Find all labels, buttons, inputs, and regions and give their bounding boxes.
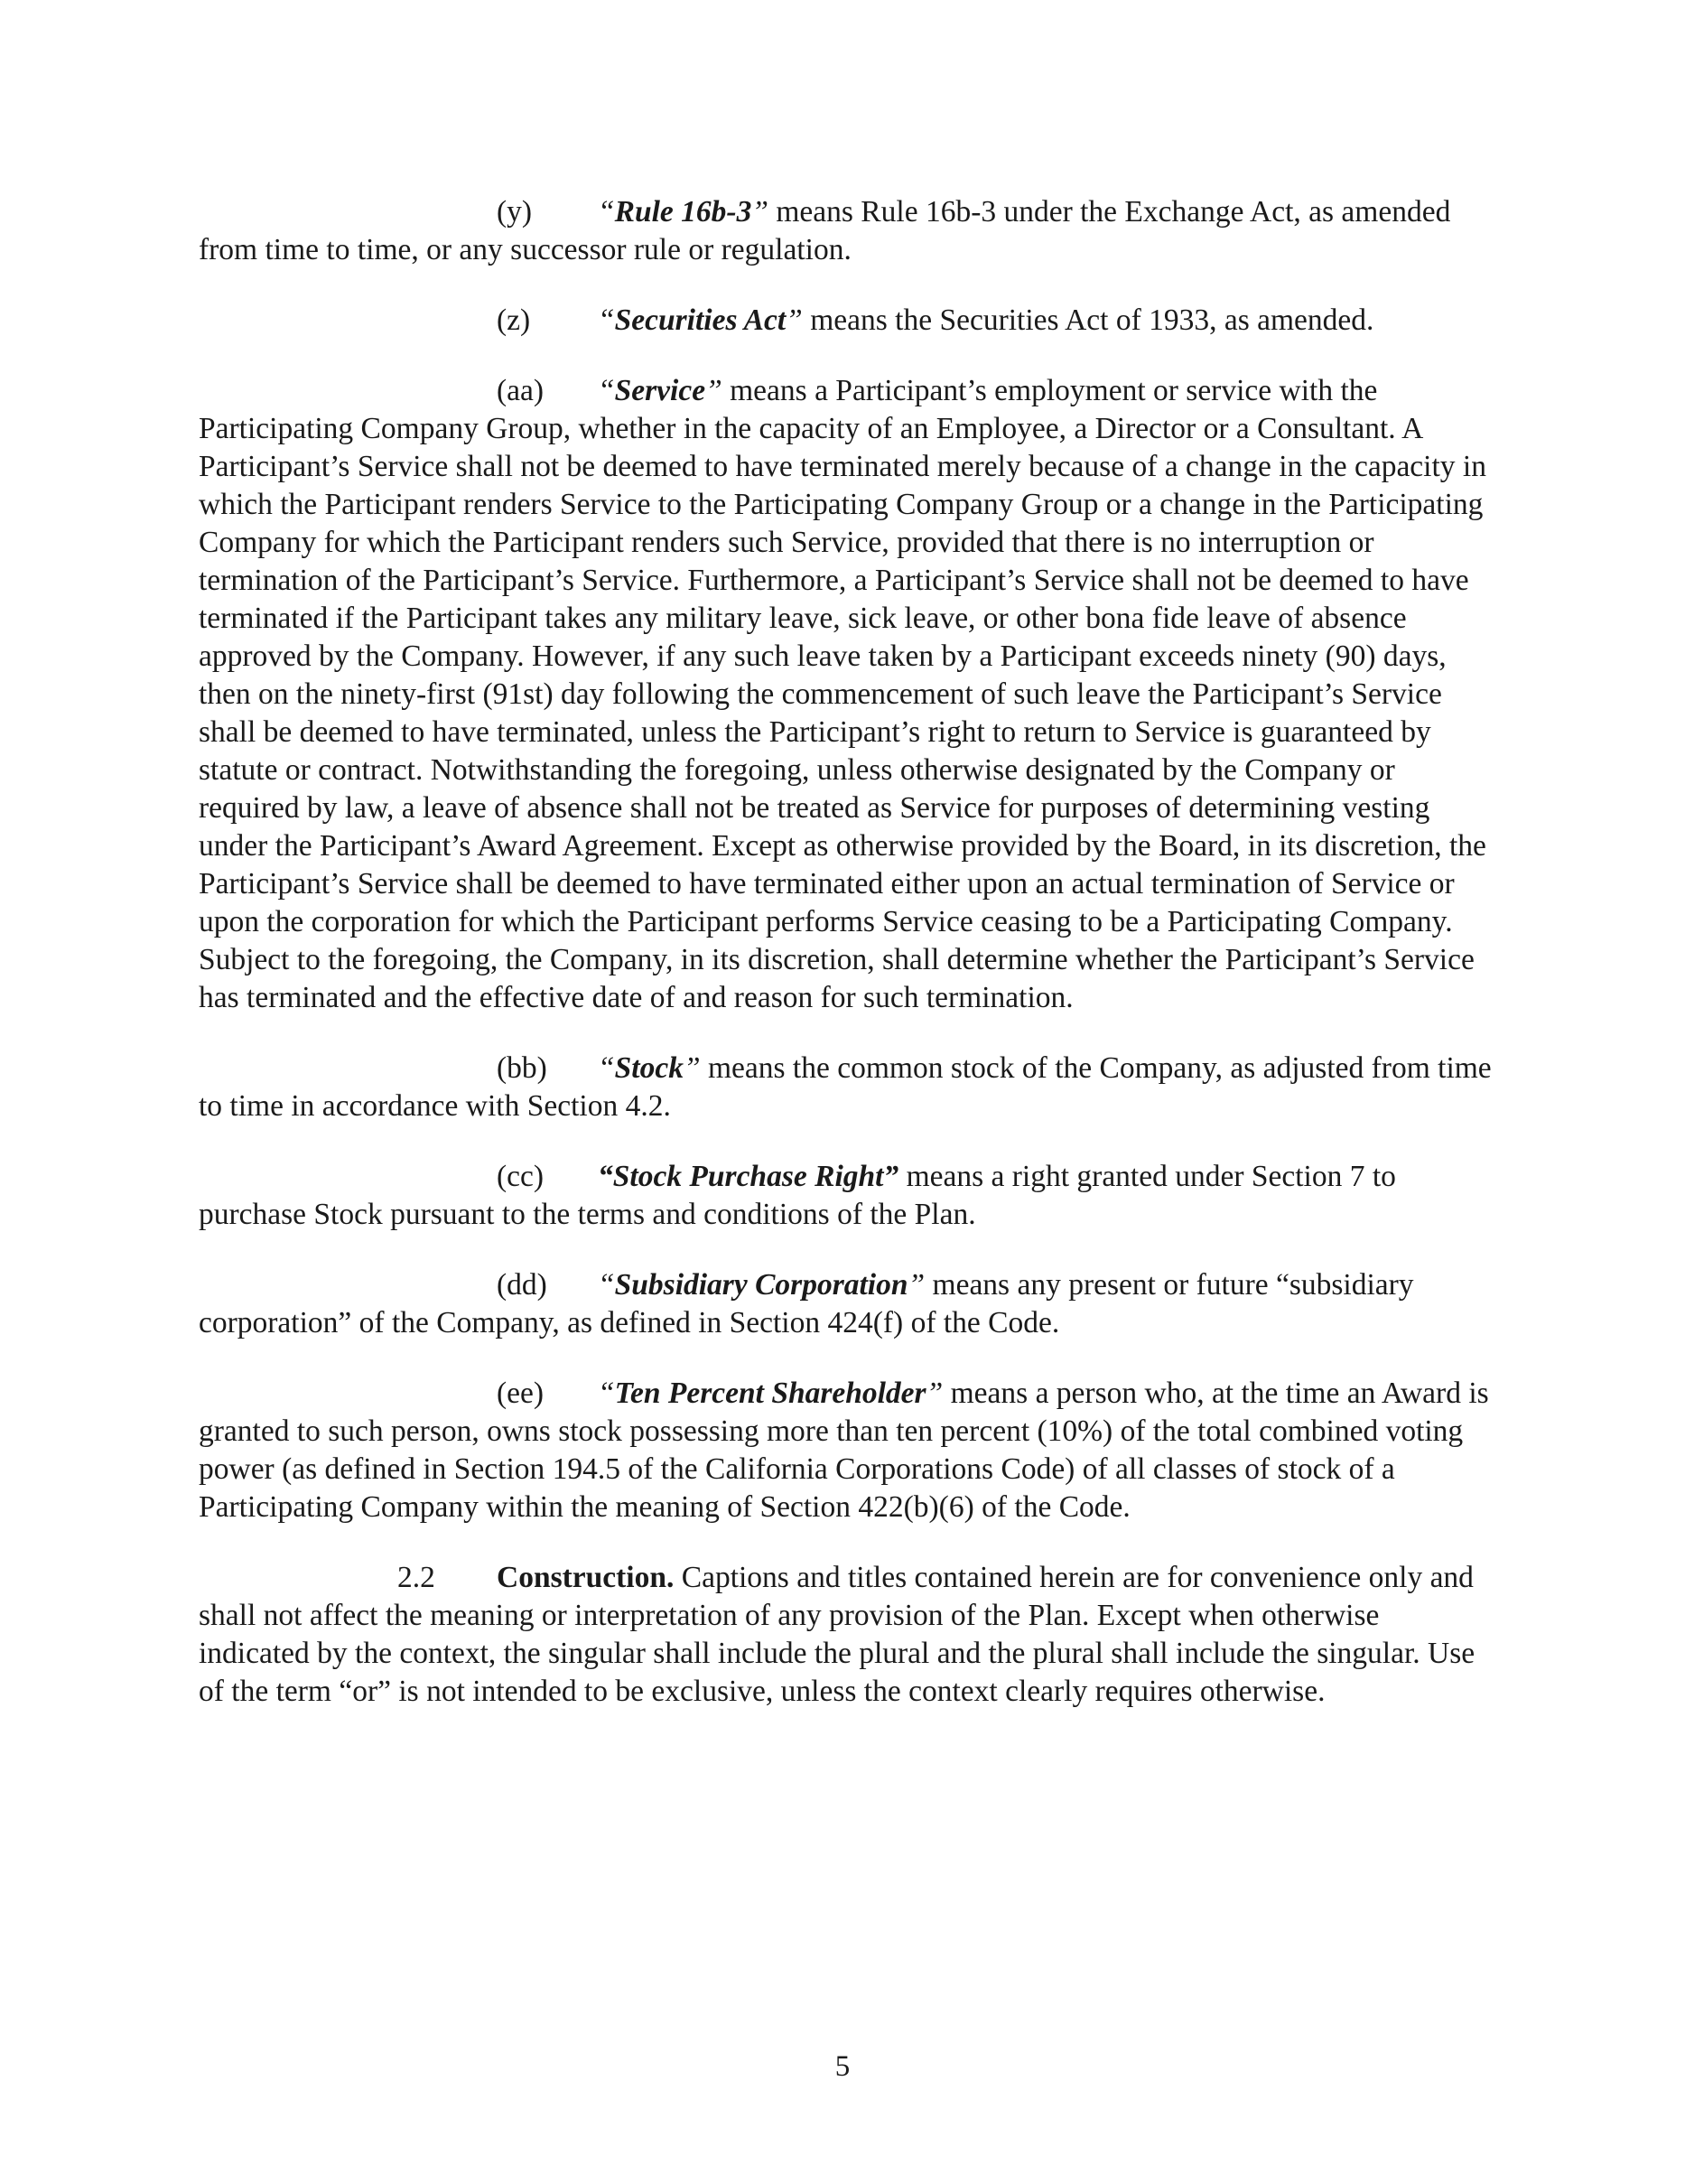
close-quote: ” <box>786 303 803 337</box>
section-heading: Construction. <box>497 1561 675 1594</box>
section-2-2 <box>199 1559 1492 1711</box>
clause-number: (bb) <box>497 1051 547 1085</box>
defined-term: Subsidiary Corporation <box>614 1268 908 1302</box>
definition-text: means a Participant’s employment or service with the Participating Company Group, whether in the capacity of an Employee, a Director or a Consultant. A Participant’s Service shall not be deemed to have terminated merely because of a change in the capacity in which the Participant renders Service to the Participating Company Group or a change in the Participating Company for which the Participant renders such Service, provided that there is no interruption or termination of the Participant’s Service. Furthermore, a Participant’s Service shall not be deemed to have terminated if the Participant takes any military leave, sick leave, or other bona fide leave of absence approved by the Company. However, if any such leave taken by a Participant exceeds ninety (90) days, then on the ninety-first (91st) day following the commencement of such leave the Participant’s Service shall be deemed to have terminated, unless the Participant’s right to return to Service is guaranteed by statute or contract. Notwithstanding the foregoing, unless otherwise designated by the Company or required by law, a leave of absence shall not be treated as Service for purposes of determining vesting under the Participant’s Award Agreement. Except as otherwise provided by the Board, in its discretion, the Participant’s Service shall be deemed to have terminated either upon an actual termination of Service or upon the corporation for which the Participant performs Service ceasing to be a Participating Company. Subject to the foregoing, the Company, in its discretion, shall determine whether the Participant’s Service has terminated and the effective date of and reason for such termination. <box>199 374 1486 1014</box>
section-text: Captions and titles contained herein are for convenience only and shall not affect the meaning or interpretation of any provision of the Plan. Except when otherwise indicated by the context, the singular shall include the plural and the plural shall include the singular. Use of the term “or” is not intended to be exclusive, unless the context clearly requires otherwise. <box>199 1561 1476 1708</box>
defined-term: Ten Percent Shareholder <box>614 1377 926 1410</box>
document-body <box>199 193 1492 1743</box>
open-quote: “ <box>598 1051 615 1085</box>
definition-text: means the common stock of the Company, as adjusted from time to time in accordance with Section 4.2. <box>199 1051 1492 1123</box>
clause-number: (ee) <box>497 1377 545 1410</box>
open-quote: “ <box>598 303 615 337</box>
defined-term: Stock Purchase Right” <box>612 1160 899 1193</box>
definition-aa <box>199 372 1492 1017</box>
clause-number: (z) <box>497 303 531 337</box>
defined-term: Rule 16b-3 <box>614 195 752 229</box>
clause-number: (cc) <box>497 1160 545 1193</box>
defined-term: Service <box>614 374 706 407</box>
close-quote: ” <box>751 195 768 229</box>
open-quote: “ <box>598 1160 613 1193</box>
definition-z <box>199 302 1492 340</box>
close-quote: ” <box>683 1051 701 1085</box>
page-number: 5 <box>834 2050 851 2083</box>
definition-text: means a person who, at the time an Award is granted to such person, owns stock possessing more than ten percent (10%) of the total combined voting power (as defined in Section 194.5 of the California Corporations Code) of all classes of stock of a Participating Company within the meaning of Section 422(b)(6) of the Code. <box>199 1377 1489 1524</box>
close-quote: ” <box>926 1377 944 1410</box>
clause-number: (dd) <box>497 1268 547 1302</box>
definition-cc <box>199 1158 1492 1234</box>
open-quote: “ <box>598 1377 615 1410</box>
close-quote: ” <box>705 374 722 407</box>
definition-bb <box>199 1050 1492 1125</box>
clause-number: (aa) <box>497 374 545 407</box>
close-quote: ” <box>908 1268 926 1302</box>
definition-text: means the Securities Act of 1933, as amended. <box>802 303 1374 337</box>
definition-text: means any present or future “subsidiary corporation” of the Company, as defined in Section 424(f) of the Code. <box>199 1268 1414 1339</box>
defined-term: Securities Act <box>614 303 787 337</box>
definition-dd <box>199 1266 1492 1342</box>
definition-text: means a right granted under Section 7 to purchase Stock pursuant to the terms and conditions of the Plan. <box>199 1160 1396 1231</box>
section-number: 2.2 <box>397 1561 435 1594</box>
open-quote: “ <box>598 195 615 229</box>
clause-number: (y) <box>497 195 533 229</box>
defined-term: Stock <box>614 1051 684 1085</box>
definition-ee <box>199 1375 1492 1526</box>
definition-text: means Rule 16b-3 under the Exchange Act, as amended from time to time, or any successor rule or regulation. <box>199 195 1451 266</box>
open-quote: “ <box>598 374 615 407</box>
definition-y <box>199 193 1492 269</box>
open-quote: “ <box>598 1268 615 1302</box>
